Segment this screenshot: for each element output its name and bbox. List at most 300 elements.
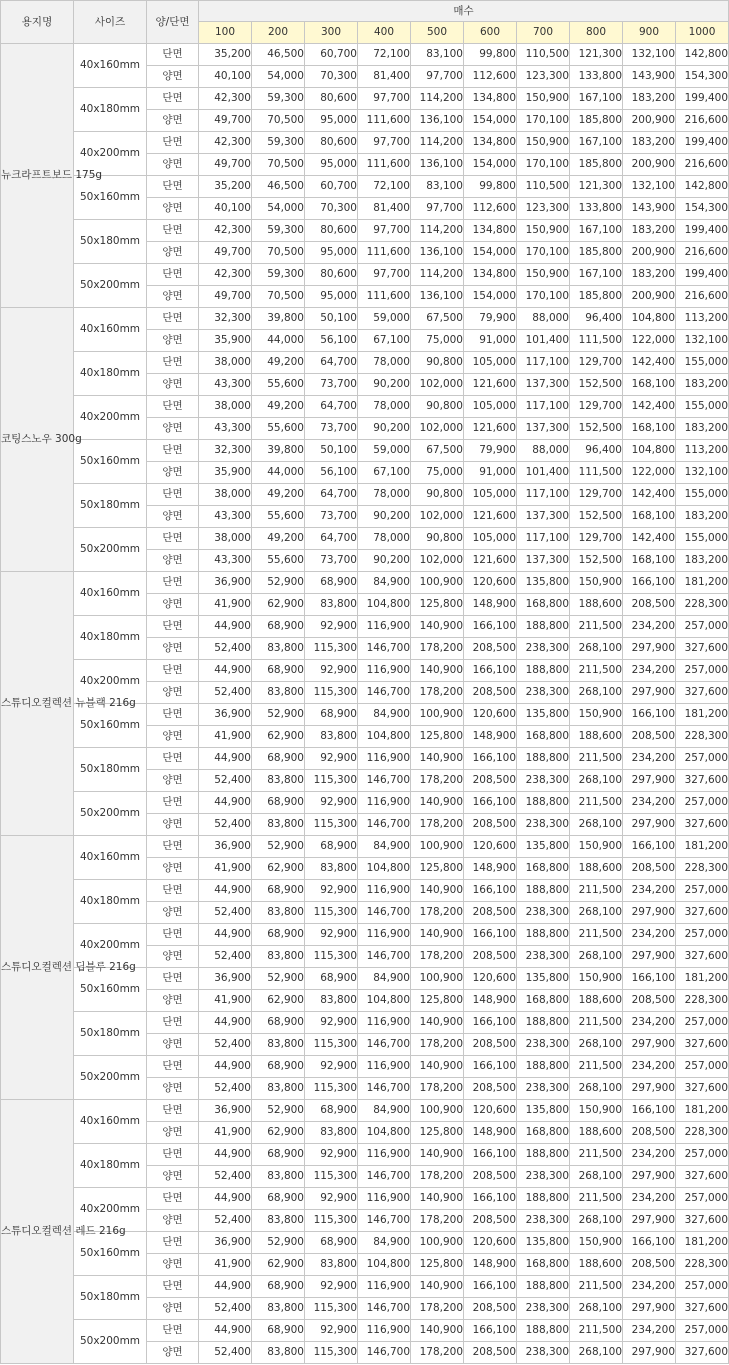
price-cell: 121,300	[570, 44, 623, 66]
price-cell: 83,100	[411, 176, 464, 198]
side-cell: 양면	[147, 770, 199, 792]
side-cell: 양면	[147, 1254, 199, 1276]
table-row	[1, 484, 729, 506]
price-cell: 120,600	[464, 1232, 517, 1254]
price-cell: 115,300	[305, 1166, 358, 1188]
price-cell: 168,800	[517, 858, 570, 880]
price-cell: 216,600	[676, 286, 729, 308]
price-cell: 115,300	[305, 1298, 358, 1320]
price-cell: 166,100	[464, 660, 517, 682]
quantity-header-cell: 1000	[676, 22, 729, 44]
price-cell: 121,600	[464, 506, 517, 528]
price-cell: 168,800	[517, 1122, 570, 1144]
price-cell: 268,100	[570, 1342, 623, 1364]
price-cell: 104,800	[358, 1254, 411, 1276]
price-cell: 150,900	[517, 88, 570, 110]
side-cell: 양면	[147, 550, 199, 572]
price-cell: 185,800	[570, 286, 623, 308]
price-cell: 154,300	[676, 198, 729, 220]
price-cell: 183,200	[623, 264, 676, 286]
price-cell: 68,900	[252, 1056, 305, 1078]
price-cell: 92,900	[305, 1012, 358, 1034]
price-cell: 68,900	[252, 660, 305, 682]
price-cell: 125,800	[411, 1254, 464, 1276]
size-cell: 40x160mm	[74, 308, 147, 352]
price-cell: 268,100	[570, 682, 623, 704]
price-cell: 88,000	[517, 308, 570, 330]
price-cell: 105,000	[464, 484, 517, 506]
price-cell: 152,500	[570, 550, 623, 572]
price-cell: 115,300	[305, 946, 358, 968]
price-cell: 134,800	[464, 88, 517, 110]
price-cell: 135,800	[517, 572, 570, 594]
price-cell: 178,200	[411, 638, 464, 660]
price-cell: 68,900	[252, 1320, 305, 1342]
price-cell: 52,400	[199, 1034, 252, 1056]
price-cell: 115,300	[305, 1034, 358, 1056]
price-cell: 44,900	[199, 792, 252, 814]
price-cell: 178,200	[411, 770, 464, 792]
price-cell: 96,400	[570, 440, 623, 462]
side-cell: 양면	[147, 946, 199, 968]
price-cell: 68,900	[305, 1100, 358, 1122]
price-cell: 178,200	[411, 902, 464, 924]
price-cell: 44,900	[199, 924, 252, 946]
price-cell: 268,100	[570, 1210, 623, 1232]
price-cell: 36,900	[199, 704, 252, 726]
price-cell: 104,800	[358, 726, 411, 748]
table-row	[1, 88, 729, 110]
price-cell: 123,300	[517, 198, 570, 220]
price-cell: 150,900	[570, 1100, 623, 1122]
price-cell: 166,100	[464, 1276, 517, 1298]
price-cell: 43,300	[199, 550, 252, 572]
price-cell: 136,100	[411, 110, 464, 132]
size-cell: 50x200mm	[74, 792, 147, 836]
price-cell: 135,800	[517, 836, 570, 858]
price-cell: 129,700	[570, 396, 623, 418]
side-cell: 양면	[147, 506, 199, 528]
price-cell: 166,100	[623, 1100, 676, 1122]
side-cell: 양면	[147, 1034, 199, 1056]
price-cell: 238,300	[517, 770, 570, 792]
price-cell: 181,200	[676, 1100, 729, 1122]
price-cell: 116,900	[358, 880, 411, 902]
price-cell: 36,900	[199, 572, 252, 594]
price-cell: 170,100	[517, 286, 570, 308]
price-cell: 238,300	[517, 682, 570, 704]
side-cell: 단면	[147, 1188, 199, 1210]
header-row	[1, 1, 729, 22]
price-cell: 268,100	[570, 814, 623, 836]
side-cell: 단면	[147, 1320, 199, 1342]
price-cell: 44,900	[199, 1056, 252, 1078]
price-cell: 140,900	[411, 748, 464, 770]
price-cell: 234,200	[623, 880, 676, 902]
price-cell: 155,000	[676, 352, 729, 374]
price-cell: 41,900	[199, 726, 252, 748]
price-cell: 49,700	[199, 154, 252, 176]
price-cell: 105,000	[464, 352, 517, 374]
price-cell: 95,000	[305, 286, 358, 308]
price-cell: 68,900	[305, 968, 358, 990]
price-cell: 168,100	[623, 418, 676, 440]
quantity-header-cell: 100	[199, 22, 252, 44]
size-cell: 40x160mm	[74, 572, 147, 616]
price-cell: 257,000	[676, 660, 729, 682]
price-cell: 92,900	[305, 880, 358, 902]
price-cell: 136,100	[411, 286, 464, 308]
price-cell: 111,600	[358, 110, 411, 132]
price-cell: 92,900	[305, 660, 358, 682]
price-cell: 68,900	[252, 1012, 305, 1034]
price-cell: 59,300	[252, 88, 305, 110]
price-cell: 70,500	[252, 110, 305, 132]
price-cell: 102,000	[411, 506, 464, 528]
price-cell: 146,700	[358, 1342, 411, 1364]
price-cell: 129,700	[570, 352, 623, 374]
price-cell: 140,900	[411, 660, 464, 682]
price-cell: 150,900	[570, 572, 623, 594]
side-cell: 양면	[147, 726, 199, 748]
price-cell: 121,600	[464, 550, 517, 572]
price-cell: 42,300	[199, 88, 252, 110]
price-cell: 68,900	[252, 616, 305, 638]
price-cell: 178,200	[411, 682, 464, 704]
side-cell: 단면	[147, 528, 199, 550]
price-cell: 183,200	[623, 88, 676, 110]
side-cell: 단면	[147, 1232, 199, 1254]
table-row	[1, 220, 729, 242]
price-cell: 115,300	[305, 638, 358, 660]
price-cell: 188,800	[517, 880, 570, 902]
price-cell: 211,500	[570, 1012, 623, 1034]
price-cell: 122,000	[623, 462, 676, 484]
size-cell: 50x180mm	[74, 220, 147, 264]
quantity-header-cell: 200	[252, 22, 305, 44]
size-cell: 40x200mm	[74, 1188, 147, 1232]
price-cell: 44,900	[199, 748, 252, 770]
price-cell: 79,900	[464, 440, 517, 462]
price-cell: 111,600	[358, 154, 411, 176]
price-cell: 52,900	[252, 1232, 305, 1254]
price-cell: 83,800	[305, 1122, 358, 1144]
price-cell: 105,000	[464, 528, 517, 550]
price-cell: 327,600	[676, 814, 729, 836]
price-cell: 297,900	[623, 902, 676, 924]
price-cell: 70,500	[252, 242, 305, 264]
price-cell: 178,200	[411, 1210, 464, 1232]
side-cell: 양면	[147, 858, 199, 880]
price-cell: 100,900	[411, 836, 464, 858]
price-cell: 90,800	[411, 396, 464, 418]
price-cell: 216,600	[676, 154, 729, 176]
price-cell: 52,400	[199, 814, 252, 836]
side-cell: 단면	[147, 132, 199, 154]
price-cell: 70,300	[305, 198, 358, 220]
price-cell: 115,300	[305, 902, 358, 924]
side-cell: 양면	[147, 462, 199, 484]
side-cell: 양면	[147, 1078, 199, 1100]
price-cell: 35,900	[199, 462, 252, 484]
side-cell: 양면	[147, 682, 199, 704]
price-cell: 62,900	[252, 594, 305, 616]
price-cell: 116,900	[358, 924, 411, 946]
price-cell: 238,300	[517, 1034, 570, 1056]
price-cell: 178,200	[411, 1342, 464, 1364]
table-row	[1, 352, 729, 374]
price-cell: 59,300	[252, 264, 305, 286]
table-row	[1, 264, 729, 286]
price-cell: 46,500	[252, 44, 305, 66]
price-cell: 115,300	[305, 814, 358, 836]
price-cell: 238,300	[517, 1210, 570, 1232]
table-row	[1, 132, 729, 154]
size-cell: 50x200mm	[74, 264, 147, 308]
price-cell: 167,100	[570, 220, 623, 242]
price-cell: 40,100	[199, 66, 252, 88]
price-cell: 116,900	[358, 660, 411, 682]
price-cell: 68,900	[252, 1144, 305, 1166]
price-cell: 142,400	[623, 396, 676, 418]
price-cell: 35,200	[199, 44, 252, 66]
table-header	[1, 1, 729, 44]
price-cell: 129,700	[570, 484, 623, 506]
size-cell: 40x200mm	[74, 132, 147, 176]
price-cell: 234,200	[623, 1276, 676, 1298]
price-cell: 228,300	[676, 1122, 729, 1144]
price-cell: 297,900	[623, 682, 676, 704]
price-cell: 166,100	[623, 704, 676, 726]
price-cell: 181,200	[676, 1232, 729, 1254]
price-cell: 116,900	[358, 748, 411, 770]
price-cell: 97,700	[358, 220, 411, 242]
price-cell: 166,100	[464, 924, 517, 946]
price-cell: 135,800	[517, 704, 570, 726]
price-cell: 44,900	[199, 1320, 252, 1342]
price-cell: 327,600	[676, 770, 729, 792]
price-cell: 154,000	[464, 154, 517, 176]
price-cell: 129,700	[570, 528, 623, 550]
price-cell: 78,000	[358, 528, 411, 550]
price-cell: 146,700	[358, 770, 411, 792]
size-cell: 50x180mm	[74, 748, 147, 792]
price-cell: 41,900	[199, 594, 252, 616]
price-cell: 92,900	[305, 792, 358, 814]
size-cell: 50x180mm	[74, 1276, 147, 1320]
price-cell: 208,500	[623, 726, 676, 748]
price-cell: 117,100	[517, 396, 570, 418]
price-cell: 62,900	[252, 990, 305, 1012]
price-cell: 72,100	[358, 44, 411, 66]
price-cell: 297,900	[623, 770, 676, 792]
price-cell: 49,200	[252, 352, 305, 374]
size-cell: 40x180mm	[74, 88, 147, 132]
price-cell: 181,200	[676, 572, 729, 594]
price-cell: 116,900	[358, 616, 411, 638]
size-cell: 40x180mm	[74, 880, 147, 924]
table-row	[1, 1188, 729, 1210]
price-cell: 83,800	[305, 594, 358, 616]
price-cell: 137,300	[517, 418, 570, 440]
price-cell: 234,200	[623, 1056, 676, 1078]
price-cell: 117,100	[517, 484, 570, 506]
price-cell: 90,800	[411, 484, 464, 506]
price-cell: 143,900	[623, 198, 676, 220]
price-cell: 188,600	[570, 990, 623, 1012]
price-cell: 52,900	[252, 572, 305, 594]
price-cell: 140,900	[411, 792, 464, 814]
price-cell: 83,800	[252, 814, 305, 836]
price-cell: 104,800	[358, 858, 411, 880]
price-cell: 208,500	[464, 814, 517, 836]
price-cell: 68,900	[305, 572, 358, 594]
price-cell: 183,200	[623, 220, 676, 242]
price-cell: 59,000	[358, 440, 411, 462]
price-cell: 83,800	[252, 1210, 305, 1232]
side-cell: 단면	[147, 88, 199, 110]
price-cell: 49,200	[252, 528, 305, 550]
price-cell: 54,000	[252, 198, 305, 220]
price-cell: 120,600	[464, 968, 517, 990]
price-cell: 84,900	[358, 572, 411, 594]
table-row	[1, 1012, 729, 1034]
side-cell: 단면	[147, 396, 199, 418]
price-cell: 132,100	[676, 462, 729, 484]
price-cell: 52,900	[252, 968, 305, 990]
price-cell: 327,600	[676, 1298, 729, 1320]
size-cell: 50x200mm	[74, 1320, 147, 1364]
price-cell: 125,800	[411, 990, 464, 1012]
price-cell: 152,500	[570, 506, 623, 528]
quantity-header-cell: 900	[623, 22, 676, 44]
price-cell: 228,300	[676, 726, 729, 748]
table-row	[1, 836, 729, 858]
price-cell: 97,700	[358, 132, 411, 154]
price-cell: 44,900	[199, 880, 252, 902]
price-cell: 166,100	[464, 1188, 517, 1210]
price-cell: 114,200	[411, 264, 464, 286]
price-cell: 44,900	[199, 1012, 252, 1034]
price-cell: 110,500	[517, 44, 570, 66]
price-cell: 268,100	[570, 902, 623, 924]
price-cell: 83,800	[252, 1166, 305, 1188]
price-cell: 297,900	[623, 1210, 676, 1232]
price-cell: 216,600	[676, 242, 729, 264]
price-cell: 36,900	[199, 1100, 252, 1122]
price-cell: 64,700	[305, 528, 358, 550]
price-cell: 42,300	[199, 132, 252, 154]
price-cell: 185,800	[570, 154, 623, 176]
price-cell: 208,500	[464, 1342, 517, 1364]
price-cell: 208,500	[623, 594, 676, 616]
price-cell: 70,500	[252, 286, 305, 308]
side-cell: 양면	[147, 1210, 199, 1232]
table-row	[1, 1320, 729, 1342]
price-cell: 67,500	[411, 308, 464, 330]
price-cell: 44,900	[199, 1188, 252, 1210]
price-cell: 62,900	[252, 726, 305, 748]
price-cell: 234,200	[623, 792, 676, 814]
price-cell: 146,700	[358, 682, 411, 704]
price-cell: 208,500	[623, 990, 676, 1012]
price-cell: 101,400	[517, 462, 570, 484]
table-row	[1, 660, 729, 682]
price-cell: 104,800	[358, 1122, 411, 1144]
price-cell: 114,200	[411, 88, 464, 110]
price-cell: 44,900	[199, 660, 252, 682]
price-cell: 238,300	[517, 1342, 570, 1364]
side-cell: 단면	[147, 440, 199, 462]
price-cell: 154,000	[464, 286, 517, 308]
price-cell: 166,100	[464, 1056, 517, 1078]
price-cell: 150,900	[570, 968, 623, 990]
price-cell: 188,800	[517, 1320, 570, 1342]
side-cell: 단면	[147, 220, 199, 242]
price-cell: 143,900	[623, 66, 676, 88]
price-cell: 181,200	[676, 704, 729, 726]
price-cell: 59,300	[252, 132, 305, 154]
price-cell: 208,500	[464, 1078, 517, 1100]
price-cell: 70,300	[305, 66, 358, 88]
price-cell: 211,500	[570, 792, 623, 814]
price-cell: 268,100	[570, 1078, 623, 1100]
price-cell: 183,200	[623, 132, 676, 154]
table-row	[1, 308, 729, 330]
price-cell: 327,600	[676, 1210, 729, 1232]
price-cell: 154,300	[676, 66, 729, 88]
price-cell: 211,500	[570, 1188, 623, 1210]
price-cell: 68,900	[252, 1276, 305, 1298]
price-cell: 49,200	[252, 396, 305, 418]
price-cell: 117,100	[517, 352, 570, 374]
price-cell: 62,900	[252, 1254, 305, 1276]
price-cell: 146,700	[358, 1298, 411, 1320]
price-cell: 297,900	[623, 1166, 676, 1188]
side-cell: 단면	[147, 792, 199, 814]
price-cell: 199,400	[676, 132, 729, 154]
price-cell: 257,000	[676, 616, 729, 638]
price-cell: 73,700	[305, 506, 358, 528]
price-cell: 208,500	[464, 638, 517, 660]
price-cell: 97,700	[411, 198, 464, 220]
price-cell: 83,800	[252, 946, 305, 968]
price-cell: 268,100	[570, 1298, 623, 1320]
quantity-header-cell: 300	[305, 22, 358, 44]
price-cell: 199,400	[676, 264, 729, 286]
price-cell: 150,900	[570, 836, 623, 858]
side-cell: 단면	[147, 572, 199, 594]
price-cell: 83,800	[252, 682, 305, 704]
price-cell: 97,700	[358, 264, 411, 286]
price-cell: 73,700	[305, 418, 358, 440]
side-cell: 양면	[147, 594, 199, 616]
price-cell: 101,400	[517, 330, 570, 352]
price-cell: 123,300	[517, 66, 570, 88]
price-cell: 43,300	[199, 506, 252, 528]
price-cell: 91,000	[464, 462, 517, 484]
price-cell: 166,100	[464, 616, 517, 638]
price-cell: 178,200	[411, 1034, 464, 1056]
price-cell: 132,100	[623, 44, 676, 66]
price-cell: 297,900	[623, 638, 676, 660]
price-cell: 50,100	[305, 308, 358, 330]
price-cell: 116,900	[358, 1012, 411, 1034]
price-cell: 83,800	[305, 726, 358, 748]
price-cell: 234,200	[623, 1320, 676, 1342]
price-cell: 56,100	[305, 462, 358, 484]
price-cell: 132,100	[623, 176, 676, 198]
